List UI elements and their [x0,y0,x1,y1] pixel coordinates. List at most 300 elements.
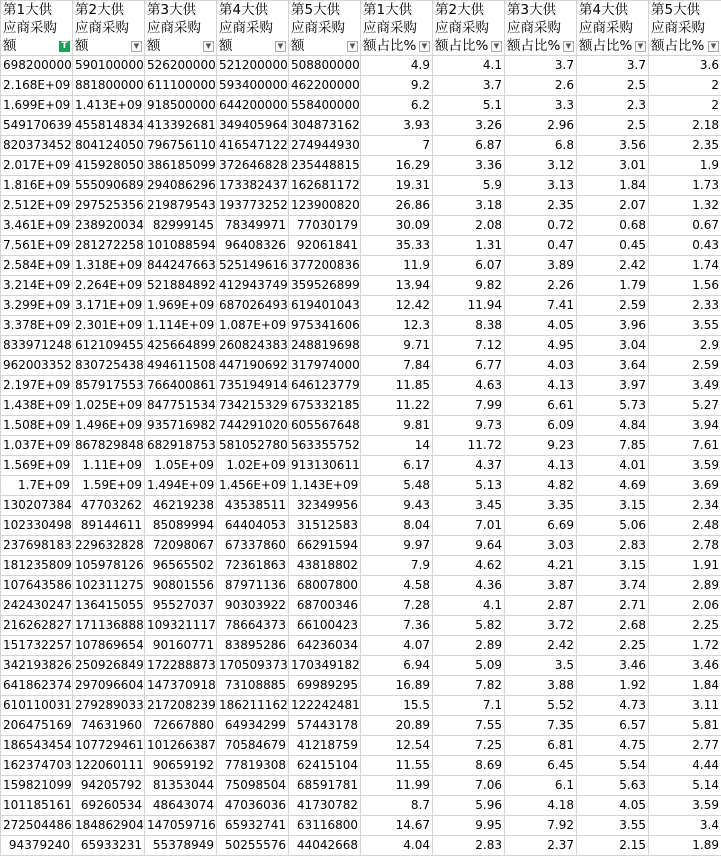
table-cell[interactable]: 5.06 [577,516,649,536]
table-cell[interactable]: 593400000 [217,76,289,96]
table-cell[interactable]: 3.74 [577,576,649,596]
table-cell[interactable]: 2.197E+09 [1,376,73,396]
table-cell[interactable]: 558400000 [289,96,361,116]
table-cell[interactable]: 3.46 [649,656,721,676]
table-cell[interactable]: 74631960 [73,716,145,736]
table-cell[interactable]: 229632828 [73,536,145,556]
table-cell[interactable]: 11.9 [361,256,433,276]
table-cell[interactable]: 6.45 [505,756,577,776]
table-cell[interactable]: 105978126 [73,556,145,576]
table-cell[interactable]: 2 [649,96,721,116]
table-cell[interactable]: 6.17 [361,456,433,476]
table-cell[interactable]: 81353044 [145,776,217,796]
table-cell[interactable]: 1.569E+09 [1,456,73,476]
table-cell[interactable]: 9.73 [433,416,505,436]
dropdown-arrow-icon[interactable]: ▼ [635,41,646,52]
table-cell[interactable]: 1.31 [433,236,505,256]
table-cell[interactable]: 250926849 [73,656,145,676]
column-header-2[interactable] [73,1,145,56]
table-cell[interactable]: 7.41 [505,296,577,316]
table-cell[interactable]: 11.99 [361,776,433,796]
table-cell[interactable]: 41730782 [289,796,361,816]
table-cell[interactable]: 682918753 [145,436,217,456]
table-cell[interactable]: 92061841 [289,236,361,256]
table-cell[interactable]: 122242481 [289,696,361,716]
table-cell[interactable]: 7.84 [361,356,433,376]
table-cell[interactable]: 3.15 [577,496,649,516]
table-cell[interactable]: 744291020 [217,416,289,436]
table-cell[interactable]: 297525356 [73,196,145,216]
table-cell[interactable]: 2.87 [505,596,577,616]
dropdown-arrow-icon[interactable]: ▼ [563,41,574,52]
table-cell[interactable]: 3.11 [649,696,721,716]
table-cell[interactable]: 612109455 [73,336,145,356]
table-cell[interactable]: 0.45 [577,236,649,256]
table-cell[interactable]: 4.9 [361,56,433,76]
column-header-7[interactable] [433,1,505,56]
table-cell[interactable]: 644200000 [217,96,289,116]
column-header-8[interactable] [505,1,577,56]
table-cell[interactable]: 107643586 [1,576,73,596]
table-cell[interactable]: 3.88 [505,676,577,696]
table-cell[interactable]: 1.143E+09 [289,476,361,496]
table-cell[interactable]: 3.72 [505,616,577,636]
table-cell[interactable]: 9.2 [361,76,433,96]
dropdown-arrow-icon[interactable]: ▼ [203,41,214,52]
table-cell[interactable]: 3.461E+09 [1,216,73,236]
table-cell[interactable]: 6.2 [361,96,433,116]
table-cell[interactable]: 102311275 [73,576,145,596]
table-cell[interactable]: 1.025E+09 [73,396,145,416]
table-cell[interactable]: 3.87 [505,576,577,596]
table-cell[interactable]: 2.83 [577,536,649,556]
table-cell[interactable]: 162681172 [289,176,361,196]
table-cell[interactable]: 4.03 [505,356,577,376]
table-cell[interactable]: 6.1 [505,776,577,796]
table-cell[interactable]: 3.93 [361,116,433,136]
table-cell[interactable]: 8.04 [361,516,433,536]
table-cell[interactable]: 66291594 [289,536,361,556]
table-cell[interactable]: 1.9 [649,156,721,176]
table-cell[interactable]: 6.94 [361,656,433,676]
table-cell[interactable]: 2.34 [649,496,721,516]
table-cell[interactable]: 8.38 [433,316,505,336]
table-cell[interactable]: 9.81 [361,416,433,436]
table-cell[interactable]: 136415055 [73,596,145,616]
table-cell[interactable]: 101088594 [145,236,217,256]
table-cell[interactable]: 698200000 [1,56,73,76]
table-cell[interactable]: 1.84 [577,176,649,196]
table-cell[interactable]: 611100000 [145,76,217,96]
table-cell[interactable]: 0.47 [505,236,577,256]
table-cell[interactable]: 521200000 [217,56,289,76]
table-cell[interactable]: 2.584E+09 [1,256,73,276]
table-cell[interactable]: 6.87 [433,136,505,156]
table-cell[interactable]: 31512583 [289,516,361,536]
table-cell[interactable]: 687026493 [217,296,289,316]
table-cell[interactable]: 6.77 [433,356,505,376]
table-cell[interactable]: 101185161 [1,796,73,816]
column-header-3[interactable] [145,1,217,56]
column-header-1[interactable] [1,1,73,56]
table-cell[interactable]: 32349956 [289,496,361,516]
table-cell[interactable]: 4.18 [505,796,577,816]
table-cell[interactable]: 90659192 [145,756,217,776]
table-cell[interactable]: 5.9 [433,176,505,196]
table-cell[interactable]: 935716982 [145,416,217,436]
table-cell[interactable]: 12.3 [361,316,433,336]
table-cell[interactable]: 9.82 [433,276,505,296]
table-cell[interactable]: 377200836 [289,256,361,276]
table-cell[interactable]: 8.7 [361,796,433,816]
table-cell[interactable]: 172288873 [145,656,217,676]
table-cell[interactable]: 90303922 [217,596,289,616]
table-cell[interactable]: 317974000 [289,356,361,376]
table-cell[interactable]: 87971136 [217,576,289,596]
table-cell[interactable]: 3.69 [649,476,721,496]
table-cell[interactable]: 6.57 [577,716,649,736]
table-cell[interactable]: 413392681 [145,116,217,136]
table-cell[interactable]: 13.94 [361,276,433,296]
table-cell[interactable]: 11.72 [433,436,505,456]
table-cell[interactable]: 184862904 [73,816,145,836]
table-cell[interactable]: 563355752 [289,436,361,456]
table-cell[interactable]: 2.25 [577,636,649,656]
table-cell[interactable]: 3.299E+09 [1,296,73,316]
table-cell[interactable]: 462200000 [289,76,361,96]
table-cell[interactable]: 2.89 [433,636,505,656]
table-cell[interactable]: 3.7 [505,56,577,76]
table-cell[interactable]: 2.07 [577,196,649,216]
table-cell[interactable]: 3.36 [433,156,505,176]
table-cell[interactable]: 5.13 [433,476,505,496]
table-cell[interactable]: 2.18 [649,116,721,136]
table-cell[interactable]: 4.95 [505,336,577,356]
table-cell[interactable]: 5.54 [577,756,649,776]
table-cell[interactable]: 581052780 [217,436,289,456]
table-cell[interactable]: 235448815 [289,156,361,176]
table-cell[interactable]: 272504486 [1,816,73,836]
table-cell[interactable]: 1.91 [649,556,721,576]
table-cell[interactable]: 4.75 [577,736,649,756]
table-cell[interactable]: 1.087E+09 [217,316,289,336]
table-cell[interactable]: 48643074 [145,796,217,816]
table-cell[interactable]: 7 [361,136,433,156]
table-cell[interactable]: 3.13 [505,176,577,196]
table-cell[interactable]: 508800000 [289,56,361,76]
table-cell[interactable]: 646123779 [289,376,361,396]
table-cell[interactable]: 11.94 [433,296,505,316]
table-cell[interactable]: 3.18 [433,196,505,216]
table-cell[interactable]: 735194914 [217,376,289,396]
table-cell[interactable]: 5.63 [577,776,649,796]
table-cell[interactable]: 1.11E+09 [73,456,145,476]
table-cell[interactable]: 3.214E+09 [1,276,73,296]
table-cell[interactable]: 526200000 [145,56,217,76]
table-cell[interactable]: 766400861 [145,376,217,396]
table-cell[interactable]: 1.74 [649,256,721,276]
table-cell[interactable]: 881800000 [73,76,145,96]
table-cell[interactable]: 4.04 [361,836,433,856]
table-cell[interactable]: 447190692 [217,356,289,376]
dropdown-arrow-icon[interactable]: ▼ [491,41,502,52]
table-cell[interactable]: 3.15 [577,556,649,576]
table-cell[interactable]: 4.21 [505,556,577,576]
table-cell[interactable]: 386185099 [145,156,217,176]
table-cell[interactable]: 3.6 [649,56,721,76]
table-cell[interactable]: 3.03 [505,536,577,556]
table-cell[interactable]: 57443178 [289,716,361,736]
table-cell[interactable]: 9.97 [361,536,433,556]
table-cell[interactable]: 2.42 [577,256,649,276]
table-cell[interactable]: 11.55 [361,756,433,776]
table-cell[interactable]: 19.31 [361,176,433,196]
dropdown-arrow-icon[interactable]: ▼ [131,41,142,52]
table-cell[interactable]: 1.456E+09 [217,476,289,496]
table-cell[interactable]: 2.017E+09 [1,156,73,176]
table-cell[interactable]: 3.97 [577,376,649,396]
table-cell[interactable]: 15.5 [361,696,433,716]
table-cell[interactable]: 2.59 [649,356,721,376]
table-cell[interactable]: 455814834 [73,116,145,136]
table-cell[interactable]: 44042668 [289,836,361,856]
table-cell[interactable]: 0.72 [505,216,577,236]
table-cell[interactable]: 14.67 [361,816,433,836]
table-cell[interactable]: 7.12 [433,336,505,356]
table-cell[interactable]: 1.02E+09 [217,456,289,476]
table-cell[interactable]: 12.54 [361,736,433,756]
table-cell[interactable]: 2.42 [505,636,577,656]
table-cell[interactable]: 193773252 [217,196,289,216]
table-cell[interactable]: 3.35 [505,496,577,516]
table-cell[interactable]: 82999145 [145,216,217,236]
table-cell[interactable]: 147370918 [145,676,217,696]
table-cell[interactable]: 2.96 [505,116,577,136]
table-cell[interactable]: 46219238 [145,496,217,516]
table-cell[interactable]: 1.494E+09 [145,476,217,496]
table-cell[interactable]: 4.07 [361,636,433,656]
table-cell[interactable]: 3.04 [577,336,649,356]
table-cell[interactable]: 43538511 [217,496,289,516]
table-cell[interactable]: 7.82 [433,676,505,696]
table-cell[interactable]: 605567648 [289,416,361,436]
table-cell[interactable]: 7.1 [433,696,505,716]
table-cell[interactable]: 89144611 [73,516,145,536]
table-cell[interactable]: 3.171E+09 [73,296,145,316]
table-cell[interactable]: 2.3 [577,96,649,116]
table-cell[interactable]: 9.95 [433,816,505,836]
table-cell[interactable]: 1.969E+09 [145,296,217,316]
table-cell[interactable]: 555090689 [73,176,145,196]
table-cell[interactable]: 173382437 [217,176,289,196]
table-cell[interactable]: 4.05 [505,316,577,336]
table-cell[interactable]: 206475169 [1,716,73,736]
table-cell[interactable]: 14 [361,436,433,456]
table-cell[interactable]: 274944930 [289,136,361,156]
table-cell[interactable]: 3.49 [649,376,721,396]
table-cell[interactable]: 4.44 [649,756,721,776]
table-cell[interactable]: 102330498 [1,516,73,536]
table-cell[interactable]: 64404053 [217,516,289,536]
table-cell[interactable]: 619401043 [289,296,361,316]
table-cell[interactable]: 294086296 [145,176,217,196]
table-cell[interactable]: 8.69 [433,756,505,776]
table-cell[interactable]: 1.7E+09 [1,476,73,496]
table-cell[interactable]: 7.01 [433,516,505,536]
table-cell[interactable]: 281272258 [73,236,145,256]
table-cell[interactable]: 85089994 [145,516,217,536]
dropdown-arrow-icon[interactable]: ▼ [708,41,719,52]
column-header-4[interactable] [217,1,289,56]
table-cell[interactable]: 2.37 [505,836,577,856]
table-cell[interactable]: 7.35 [505,716,577,736]
table-cell[interactable]: 7.9 [361,556,433,576]
table-cell[interactable]: 3.46 [577,656,649,676]
table-cell[interactable]: 2.5 [577,76,649,96]
column-header-5[interactable] [289,1,361,56]
table-cell[interactable]: 962003352 [1,356,73,376]
table-cell[interactable]: 75098504 [217,776,289,796]
table-cell[interactable]: 342193826 [1,656,73,676]
table-cell[interactable]: 1.037E+09 [1,436,73,456]
table-cell[interactable]: 675332185 [289,396,361,416]
table-cell[interactable]: 1.79 [577,276,649,296]
table-cell[interactable]: 20.89 [361,716,433,736]
table-cell[interactable]: 2.35 [649,136,721,156]
table-cell[interactable]: 425664899 [145,336,217,356]
table-cell[interactable]: 3.89 [505,256,577,276]
table-cell[interactable]: 5.82 [433,616,505,636]
table-cell[interactable]: 30.09 [361,216,433,236]
table-cell[interactable]: 349405964 [217,116,289,136]
table-cell[interactable]: 7.561E+09 [1,236,73,256]
table-cell[interactable]: 5.1 [433,96,505,116]
table-cell[interactable]: 4.73 [577,696,649,716]
table-cell[interactable]: 734215329 [217,396,289,416]
table-cell[interactable]: 4.1 [433,596,505,616]
table-cell[interactable]: 641862374 [1,676,73,696]
table-cell[interactable]: 68591781 [289,776,361,796]
table-cell[interactable]: 867829848 [73,436,145,456]
column-header-9[interactable] [577,1,649,56]
table-cell[interactable]: 2.35 [505,196,577,216]
table-cell[interactable]: 65932741 [217,816,289,836]
table-cell[interactable]: 1.816E+09 [1,176,73,196]
table-cell[interactable]: 415928050 [73,156,145,176]
table-cell[interactable]: 0.67 [649,216,721,236]
table-cell[interactable]: 96565502 [145,556,217,576]
table-cell[interactable]: 857917553 [73,376,145,396]
table-cell[interactable]: 78349971 [217,216,289,236]
table-cell[interactable]: 7.36 [361,616,433,636]
table-cell[interactable]: 35.33 [361,236,433,256]
table-cell[interactable]: 78664373 [217,616,289,636]
table-cell[interactable]: 130207384 [1,496,73,516]
table-cell[interactable]: 6.61 [505,396,577,416]
table-cell[interactable]: 26.86 [361,196,433,216]
table-cell[interactable]: 0.43 [649,236,721,256]
table-cell[interactable]: 6.69 [505,516,577,536]
table-cell[interactable]: 3.55 [577,816,649,836]
table-cell[interactable]: 171136888 [73,616,145,636]
table-cell[interactable]: 4.13 [505,376,577,396]
table-cell[interactable]: 181235809 [1,556,73,576]
table-cell[interactable]: 242430247 [1,596,73,616]
table-cell[interactable]: 101266387 [145,736,217,756]
table-cell[interactable]: 123900820 [289,196,361,216]
table-cell[interactable]: 2.48 [649,516,721,536]
table-cell[interactable]: 2.08 [433,216,505,236]
table-cell[interactable]: 7.28 [361,596,433,616]
table-cell[interactable]: 796756110 [145,136,217,156]
table-cell[interactable]: 94379240 [1,836,73,856]
table-cell[interactable]: 170509373 [217,656,289,676]
table-cell[interactable]: 3.01 [577,156,649,176]
table-cell[interactable]: 64934299 [217,716,289,736]
table-cell[interactable]: 3.12 [505,156,577,176]
table-cell[interactable]: 1.05E+09 [145,456,217,476]
table-cell[interactable]: 109321117 [145,616,217,636]
table-cell[interactable]: 847751534 [145,396,217,416]
table-cell[interactable]: 4.69 [577,476,649,496]
table-cell[interactable]: 90160771 [145,636,217,656]
table-cell[interactable]: 5.14 [649,776,721,796]
table-cell[interactable]: 55378949 [145,836,217,856]
table-cell[interactable]: 372646828 [217,156,289,176]
table-cell[interactable]: 47036036 [217,796,289,816]
table-cell[interactable]: 162374703 [1,756,73,776]
table-cell[interactable]: 2.06 [649,596,721,616]
table-cell[interactable]: 62415104 [289,756,361,776]
table-cell[interactable]: 1.72 [649,636,721,656]
table-cell[interactable]: 1.89 [649,836,721,856]
table-cell[interactable]: 3.3 [505,96,577,116]
table-cell[interactable]: 549170639 [1,116,73,136]
table-cell[interactable]: 4.05 [577,796,649,816]
table-cell[interactable]: 297096604 [73,676,145,696]
table-cell[interactable]: 3.59 [649,456,721,476]
table-cell[interactable]: 96408326 [217,236,289,256]
table-cell[interactable]: 11.85 [361,376,433,396]
table-cell[interactable]: 1.92 [577,676,649,696]
table-cell[interactable]: 238920034 [73,216,145,236]
column-header-6[interactable] [361,1,433,56]
table-cell[interactable]: 2 [649,76,721,96]
table-cell[interactable]: 83895286 [217,636,289,656]
table-cell[interactable]: 7.99 [433,396,505,416]
table-cell[interactable]: 186543454 [1,736,73,756]
table-cell[interactable]: 416547122 [217,136,289,156]
table-cell[interactable]: 159821099 [1,776,73,796]
table-cell[interactable]: 3.45 [433,496,505,516]
table-cell[interactable]: 77819308 [217,756,289,776]
table-cell[interactable]: 72098067 [145,536,217,556]
table-cell[interactable]: 73108885 [217,676,289,696]
table-cell[interactable]: 830725438 [73,356,145,376]
table-cell[interactable]: 237698183 [1,536,73,556]
table-cell[interactable]: 68700346 [289,596,361,616]
table-cell[interactable]: 2.71 [577,596,649,616]
table-cell[interactable]: 494611508 [145,356,217,376]
table-cell[interactable]: 5.09 [433,656,505,676]
table-cell[interactable]: 1.413E+09 [73,96,145,116]
table-cell[interactable]: 279289033 [73,696,145,716]
table-cell[interactable]: 844247663 [145,256,217,276]
table-cell[interactable]: 50255576 [217,836,289,856]
table-cell[interactable]: 2.26 [505,276,577,296]
table-cell[interactable]: 2.59 [577,296,649,316]
table-cell[interactable]: 3.56 [577,136,649,156]
